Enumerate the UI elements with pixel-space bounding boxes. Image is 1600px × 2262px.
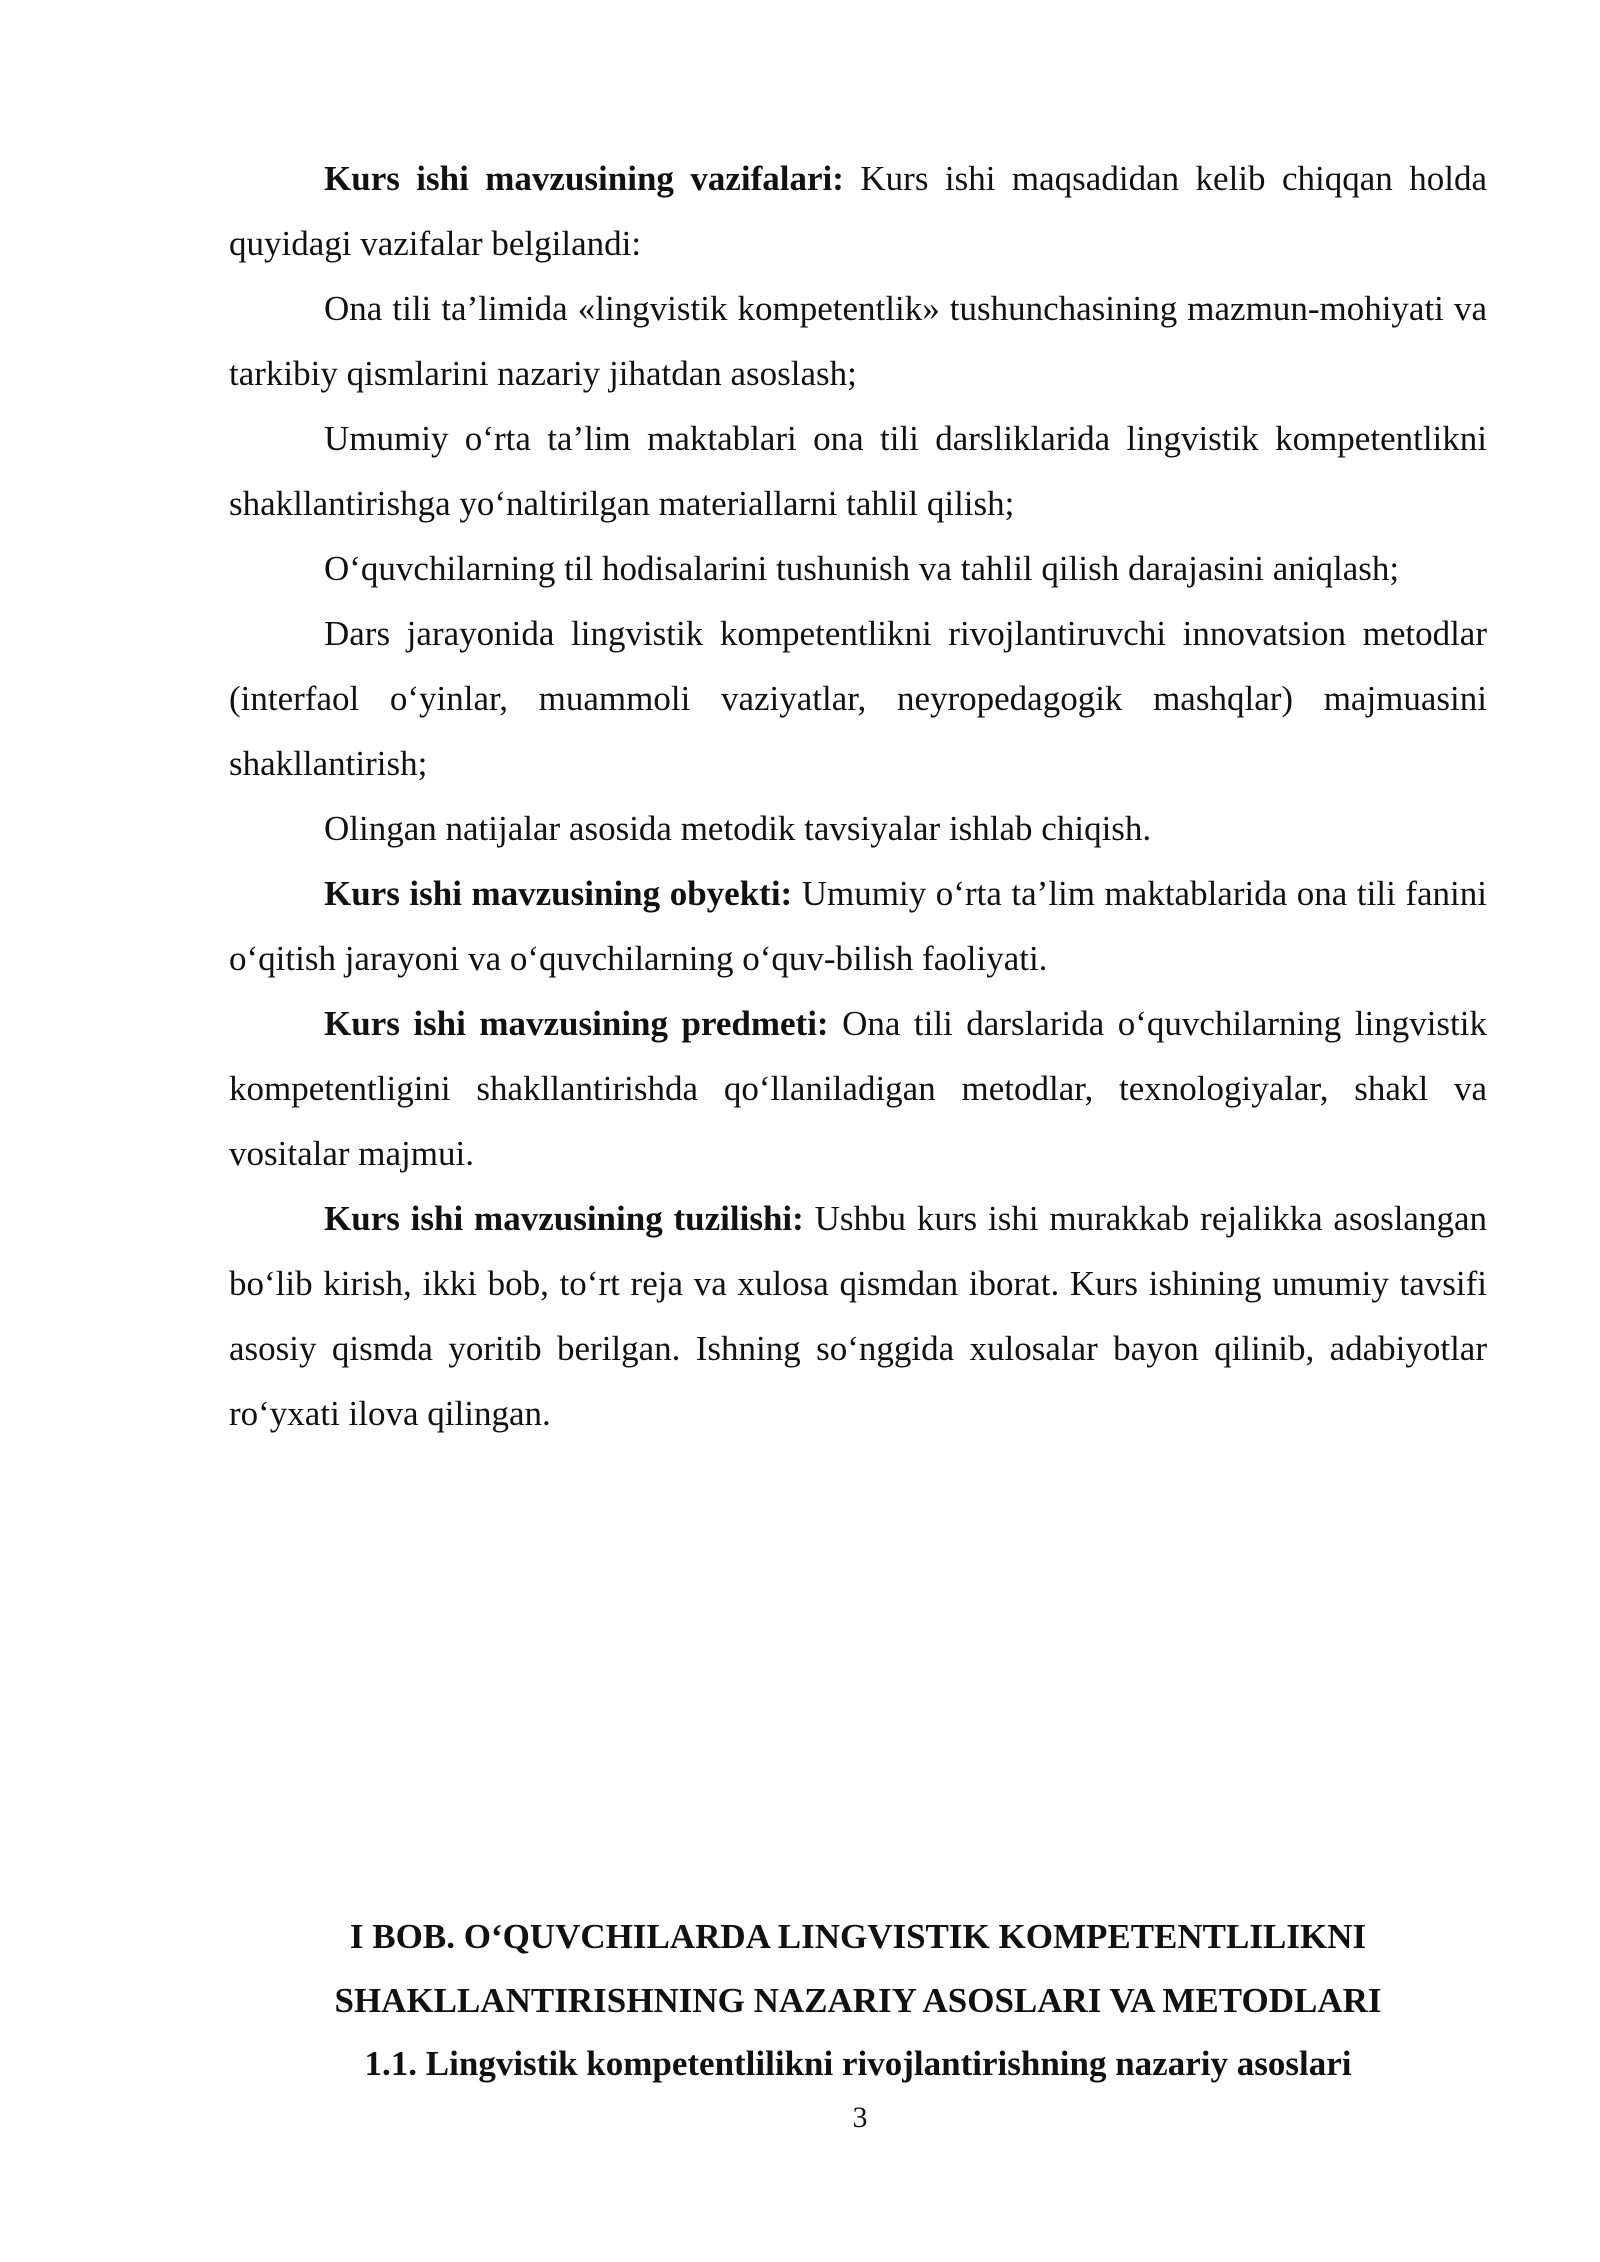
paragraph-text: Umumiy o‘rta ta’lim maktablari ona tili darsliklarida lingvistik kompetentlikni shakllantirishga yo‘naltirilgan materiallarni tahlil qilish; [229,419,1487,523]
page-number: 3 [852,2101,868,2134]
paragraph-text: Umumiy o‘rta ta’lim maktablarida ona tili fanini o‘qitish jarayoni va o‘quvchilarning o‘quv-bilish faoliyati. [229,874,1487,978]
paragraph-lead: Kurs ishi mavzusining tuzilishi: [324,1199,804,1238]
chapter-title-line1: I BOB. O‘QUVCHILARDA LINGVISTIK KOMPETENTLILIKNI [349,1917,1367,1956]
paragraph-text: Kurs ishi maqsadidan kelib chiqqan holda quyidagi vazifalar belgilandi: [229,159,1487,263]
paragraph-structure [229,1186,1487,1446]
paragraph-tasks [229,146,1487,276]
paragraph-task-item [229,796,1487,861]
paragraph-task-item [229,601,1487,796]
paragraph-text: Ona tili ta’limida «lingvistik kompetentlik» tushunchasining mazmun-mohiyati va tarkibiy qismlarini nazariy jihatdan asoslash; [229,289,1487,393]
paragraph-subject [229,991,1487,1186]
paragraph-task-item [229,406,1487,536]
paragraph-lead: Kurs ishi mavzusining vazifalari: [324,159,844,198]
paragraph-lead: Kurs ishi mavzusining predmeti: [324,1004,829,1043]
paragraph-lead: Kurs ishi mavzusining obyekti: [324,874,793,913]
paragraph-text: Dars jarayonida lingvistik kompetentlikni rivojlantiruvchi innovatsion metodlar (interfaol o‘yinlar, muammoli vaziyatlar, neyropedagogik mashqlar) majmuasini shakllantirish; [229,614,1487,783]
paragraph-text: O‘quvchilarning til hodisalarini tushunish va tahlil qilish darajasini aniqlash; [324,549,1400,588]
chapter-heading [229,1905,1487,2095]
paragraph-text: Ushbu kurs ishi murakkab rejalikka asoslangan bo‘lib kirish, ikki bob, to‘rt reja va xulosa qismdan iborat. Kurs ishining umumiy tavsifi asosiy qismda yoritib berilgan. Ishning so‘nggida xulosalar bayon qilinib, adabiyotlar ro‘yxati ilova qilingan. [229,1199,1487,1433]
paragraph-task-item [229,536,1487,601]
paragraph-task-item [229,276,1487,406]
chapter-title-line2: SHAKLLANTIRISHNING NAZARIY ASOSLARI VA METODLARI [334,1981,1382,2020]
paragraph-object [229,861,1487,991]
paragraph-text: Ona tili darslarida o‘quvchilarning lingvistik kompetentligini shakllantirishda qo‘llaniladigan metodlar, texnologiyalar, shakl va vositalar majmui. [229,1004,1487,1173]
section-title: 1.1. Lingvistik kompetentlilikni rivojlantirishning nazariy asoslari [364,2044,1352,2083]
body-text [229,146,1487,1446]
paragraph-text: Olingan natijalar asosida metodik tavsiyalar ishlab chiqish. [324,809,1152,848]
